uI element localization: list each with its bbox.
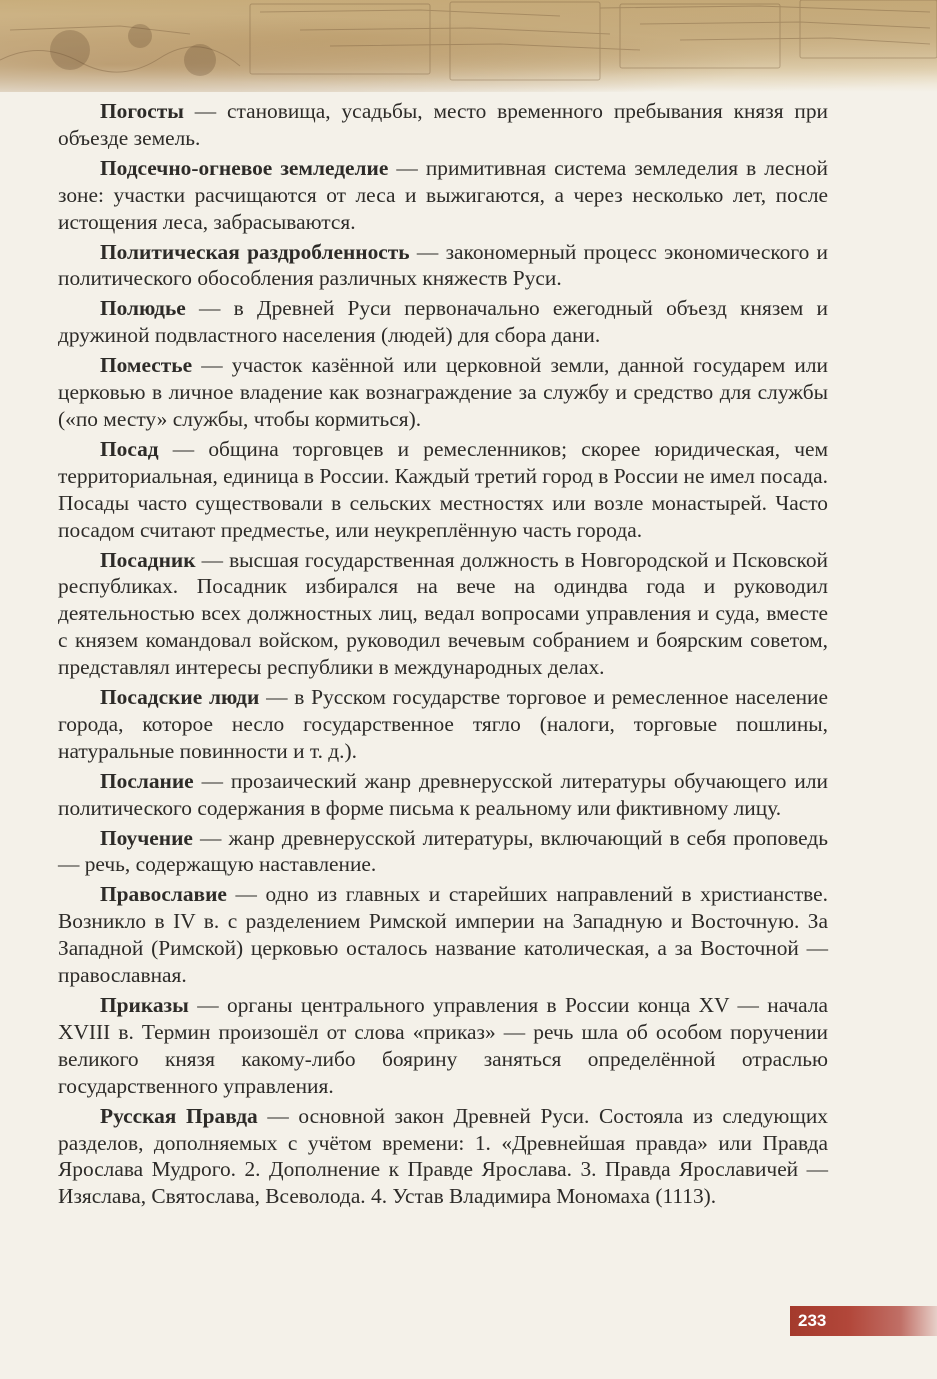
entry-term: Политическая раздробленность <box>100 239 410 264</box>
entry-definition: — прозаический жанр древнерусской литературы обучающего или политического содержания в форме письма к реальному или фиктивному лицу. <box>58 768 828 820</box>
glossary-entry-razdroblennost <box>58 239 828 293</box>
entry-definition: — в Древней Руси первоначально ежегодный объезд князем и дружиной подвластного населения (людей) для сбора дани. <box>58 296 828 348</box>
entry-definition: — участок казённой или церковной земли, данной государем или церковью в личное владение как вознаграждение за службу и средство для службы («по месту» службы, чтобы кормиться). <box>58 353 828 431</box>
entry-term: Поучение <box>100 825 193 850</box>
entry-term: Православие <box>100 882 227 907</box>
entry-term: Посад <box>100 436 159 461</box>
page-number: 233 <box>798 1311 827 1330</box>
entry-term: Послание <box>100 768 194 793</box>
entry-term: Посадник <box>100 547 196 572</box>
page-number-tab <box>790 1306 937 1336</box>
glossary-entry-posadnik <box>58 547 828 682</box>
glossary-entry-russkaya-pravda <box>58 1103 828 1211</box>
glossary-entry-podsechno-ognevoe <box>58 155 828 236</box>
entry-term: Русская Правда <box>100 1103 258 1128</box>
glossary-entry-posad <box>58 436 828 544</box>
glossary-entry-prikazy <box>58 992 828 1100</box>
glossary-entry-poslanie <box>58 768 828 822</box>
glossary-entry-pomestye <box>58 352 828 433</box>
entry-definition: — жанр древнерусской литературы, включающий в себя проповедь — речь, содержащую наставление. <box>58 825 828 877</box>
entry-term: Полюдье <box>100 296 186 321</box>
entry-definition: — община торговцев и ремесленников; скорее юридическая, чем территориальная, единица в России. Каждый третий город в России не имел посада. Посады часто существовали в сельских местностях или возле монастырей. Часто посадом считают предместье, или неукреплённую часть города. <box>58 436 828 542</box>
entry-definition: — высшая государственная должность в Новгородской и Псковской республиках. Посадник избирался на вече на одиндва года и руководил деятельностью всех должностных лиц, ведал вопросами управления и суда, вместе с князем командовал войском, руководил вечевым собранием и боярским советом, представлял интересы республики в международных делах. <box>58 547 828 680</box>
entry-term: Погосты <box>100 99 184 123</box>
entry-definition: — примитивная система земледелия в лесной зоне: участки расчищаются от леса и выжигаются, а через несколько лет, после истощения леса, забрасываются. <box>58 155 829 234</box>
glossary-entry-pouchenie <box>58 825 828 879</box>
glossary-entry-pogosty <box>58 98 828 152</box>
entry-term: Приказы <box>100 993 189 1017</box>
entry-definition: — одно из главных и старейших направлений в христианстве. Возникло в IV в. с разделением Римской империи на Западную и Восточную. За Западной (Римской) церковью осталось название католическая, а за Восточной — православная. <box>58 882 828 988</box>
entry-definition: — становища, усадьбы, место временного пребывания князя при объезде земель. <box>58 99 828 150</box>
glossary-entry-pravoslavie <box>58 881 828 989</box>
manuscript-collage-illustration <box>0 0 937 92</box>
entry-definition: — органы центрального управления в России конца XV — начала XVIII в. Термин произошёл от слова «приказ» — речь шла об особом поручении великого князя какому-либо боярину заняться определённой отраслью государственного управления. <box>58 993 828 1098</box>
entry-definition: — закономерный процесс экономического и политического обособления различных княжеств Руси. <box>58 239 829 291</box>
glossary-text <box>58 98 828 1213</box>
entry-definition: — в Русском государстве торговое и ремесленное население города, которое несло государственное тягло (налоги, торговые пошлины, натуральные повинности и т. д.). <box>58 685 828 763</box>
entry-term: Поместье <box>100 353 193 378</box>
entry-term: Посадские люди <box>100 685 260 710</box>
decorative-header-band <box>0 0 937 92</box>
entry-definition: — основной закон Древней Руси. Состояла из следующих разделов, дополняемых с учётом времени: 1. «Древнейшая правда» или Правда Ярослава Мудрого. 2. Дополнение к Правде Ярослава. 3. Правда Ярославичей — Изяслава, Святослава, Всеволода. 4. Устав Владимира Мономаха (1113). <box>58 1103 828 1209</box>
entry-term: Подсечно-огневое земледелие <box>100 155 389 180</box>
glossary-entry-posadskie-lyudi <box>58 684 828 765</box>
glossary-entry-polyudye <box>58 295 828 349</box>
